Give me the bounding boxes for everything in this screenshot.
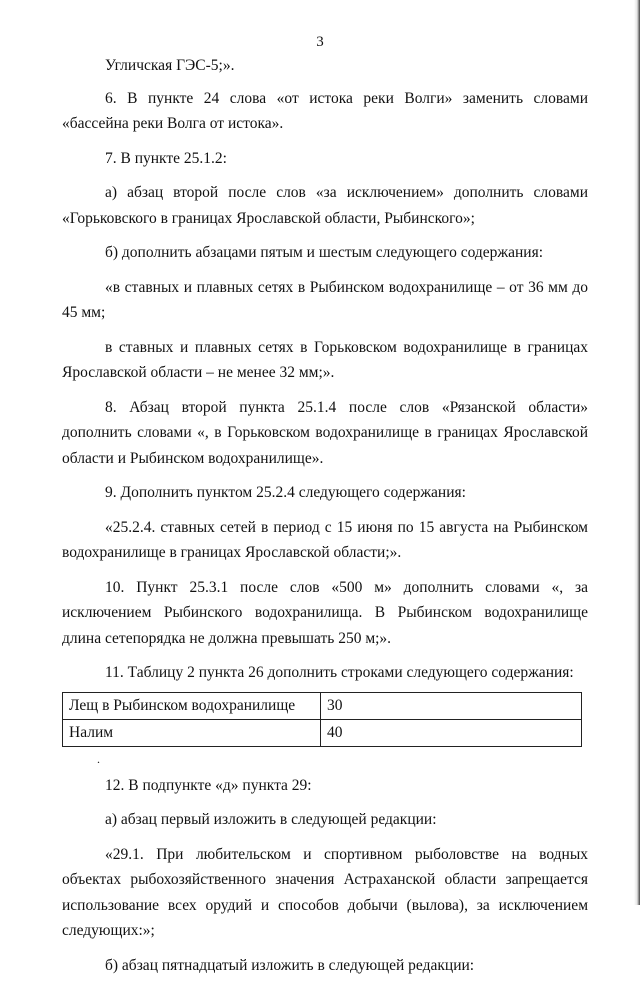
paragraph: а) абзац второй после слов «за исключением» дополнить словами «Горьковского в границах Ярославской области, Рыбинского»; [62, 184, 588, 227]
table-cell-species: Налим [63, 719, 321, 746]
paragraph: 12. В подпункте «д» пункта 29: [105, 776, 312, 794]
paragraph: 8. Абзац второй пункта 25.1.4 после слов «Рязанской области» дополнить словами «, в Горьковском водохранилище в границах Ярославской области и Рыбинском водохранилище». [62, 398, 588, 467]
table-row [63, 692, 582, 719]
paragraph: «29.1. При любительском и спортивном рыболовстве на водных объектах рыбохозяйственного значения Астраханской области запрещается использование всех орудий и способов добычи (вылова), за исключением следующих:»; [62, 845, 588, 939]
table-cell-value: 40 [321, 719, 582, 746]
paragraph: а) абзац первый изложить в следующей редакции: [105, 811, 437, 828]
paragraph: 9. Дополнить пунктом 25.2.4 следующего содержания: [105, 484, 466, 501]
paragraph: Угличская ГЭС-5;». [105, 57, 235, 74]
paragraph: «25.2.4. ставных сетей в период с 15 июня по 15 августа на Рыбинском водохранилище в границах Ярославской области;». [62, 518, 588, 561]
page-number: 3 [316, 34, 324, 50]
paragraph: б) абзац пятнадцатый изложить в следующей редакции: [105, 956, 475, 974]
catch-size-table [62, 692, 582, 747]
table-cell-value: 30 [321, 692, 582, 719]
paragraph: «в ставных и плавных сетях в Рыбинском водохранилище – от 36 мм до 45 мм; [62, 278, 588, 321]
paragraph: 7. В пункте 25.1.2: [105, 149, 227, 167]
paragraph: 11. Таблицу 2 пункта 26 дополнить строками следующего содержания: [105, 664, 574, 681]
scan-edge-shadow [634, 0, 640, 905]
stray-dot: . [97, 751, 100, 766]
paragraph: б) дополнить абзацами пятым и шестым следующего содержания: [105, 244, 544, 261]
paragraph: 10. Пункт 25.3.1 после слов «500 м» дополнить словами «, за исключением Рыбинского водохранилища. В Рыбинском водохранилище длина сетепорядка не должна превышать 250 м;». [62, 578, 588, 647]
paragraph: 6. В пункте 24 слова «от истока реки Волги» заменить словами «бассейна реки Волга от истока». [62, 89, 588, 132]
paragraph: в ставных и плавных сетях в Горьковском водохранилище в границах Ярославской области – не менее 32 мм;». [62, 338, 588, 381]
table-row [63, 719, 582, 746]
document-body [62, 53, 588, 987]
table-cell-species: Лещ в Рыбинском водохранилище [63, 692, 321, 719]
